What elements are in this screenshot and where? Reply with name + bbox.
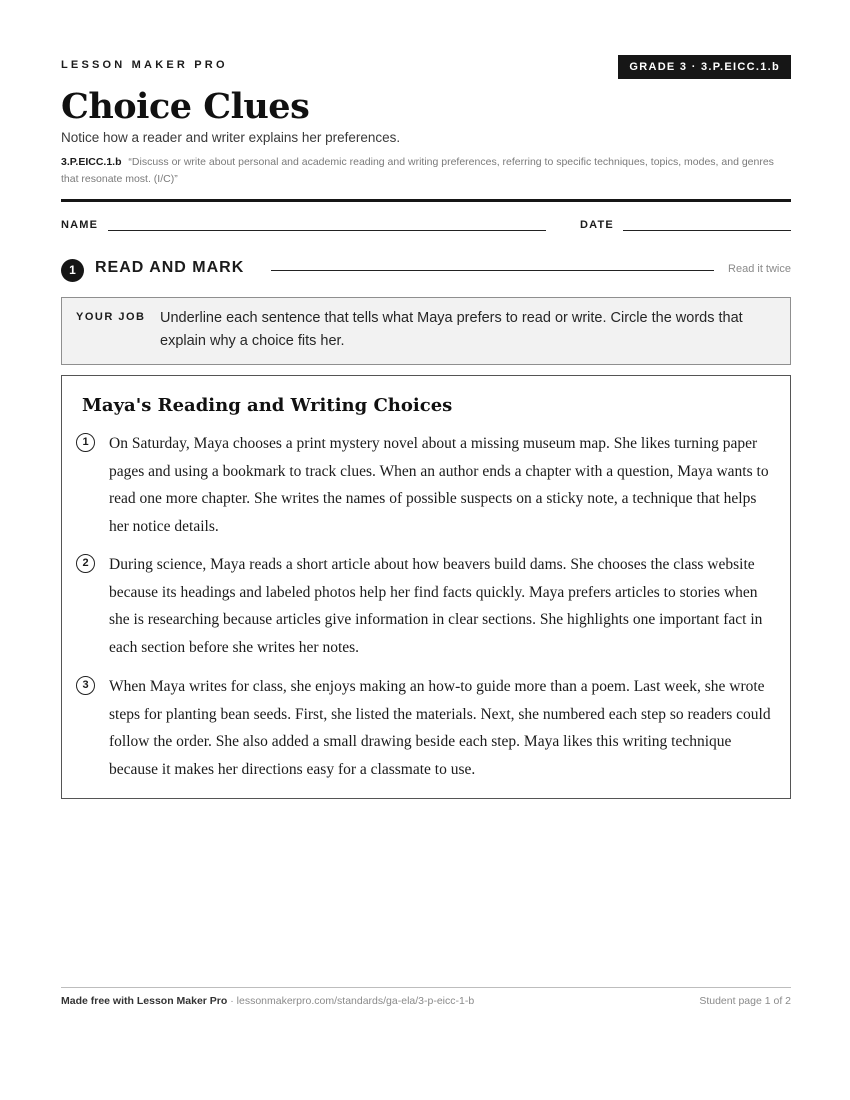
paragraph-number: 3 <box>76 676 95 695</box>
footer-url[interactable]: lessonmakerpro.com/standards/ga-ela/3-p-eicc-1-b <box>236 995 475 1007</box>
paragraph-text: On Saturday, Maya chooses a print mystery novel about a missing museum map. She likes turning paper pages and using a bookmark to track clues. When an author ends a chapter with a question, Maya wants to read one more chapter. She writes the names of possible suspects on a sticky note, a technique that helps her notice details. <box>109 435 769 535</box>
standard-text: “Discuss or write about personal and academic reading and writing preferences, referring to specific techniques, topics, modes, and genres that resonate most. (I/C)” <box>61 156 774 185</box>
section-number: 1 <box>61 259 84 282</box>
header-divider <box>61 199 791 202</box>
section-title: READ AND MARK <box>95 259 245 276</box>
paragraph-text: During science, Maya reads a short article about how beavers build dams. She chooses the class website because its headings and labeled photos help her find facts quickly. Maya prefers articles to stories when she is researching because articles give information in clear sections. She highlights one important fact in each section before she writes her notes. <box>109 556 763 656</box>
brand-name: LESSON MAKER PRO <box>61 59 228 71</box>
page-title: Choice Clues <box>61 86 310 127</box>
instructions-label: YOUR JOB <box>76 311 146 323</box>
paragraph-number: 1 <box>76 433 95 452</box>
footer-credit <box>61 995 474 1007</box>
instructions-text: Underline each sentence that tells what Maya prefers to read or write. Circle the words that explain why a choice fits her. <box>160 310 743 349</box>
reading-passage <box>61 375 791 799</box>
page-subtitle: Notice how a reader and writer explains her preferences. <box>61 130 401 145</box>
footer-separator: · <box>227 995 237 1007</box>
paragraph-number: 2 <box>76 554 95 573</box>
paragraph-text: When Maya writes for class, she enjoys making an how-to guide more than a poem. Last week, she wrote steps for planting bean seeds. First, she listed the materials. Next, she numbered each step so readers could follow the order. She also added a small drawing beside each step. Maya likes this writing technique because it makes her directions easy for a classmate to use. <box>109 678 771 778</box>
section-header <box>61 258 791 282</box>
standard-code: 3.P.EICC.1.b <box>61 156 122 168</box>
name-label: NAME <box>61 219 99 231</box>
standard-description <box>61 154 791 188</box>
student-info-row <box>61 219 791 235</box>
date-field[interactable] <box>623 230 791 231</box>
section-divider <box>271 270 714 271</box>
worksheet-page <box>61 0 791 1100</box>
page-indicator: Student page 1 of 2 <box>699 995 791 1007</box>
passage-title: Maya's Reading and Writing Choices <box>82 395 453 416</box>
name-field[interactable] <box>108 230 546 231</box>
section-note: Read it twice <box>728 263 791 275</box>
passage-paragraph <box>76 551 772 661</box>
passage-paragraph <box>76 430 772 540</box>
footer-divider <box>61 987 791 988</box>
grade-badge: GRADE 3 · 3.P.EICC.1.b <box>618 55 791 79</box>
date-label: DATE <box>580 219 614 231</box>
passage-paragraph <box>76 673 772 783</box>
instructions-box <box>61 297 791 365</box>
footer-made-with: Made free with Lesson Maker Pro <box>61 995 228 1007</box>
